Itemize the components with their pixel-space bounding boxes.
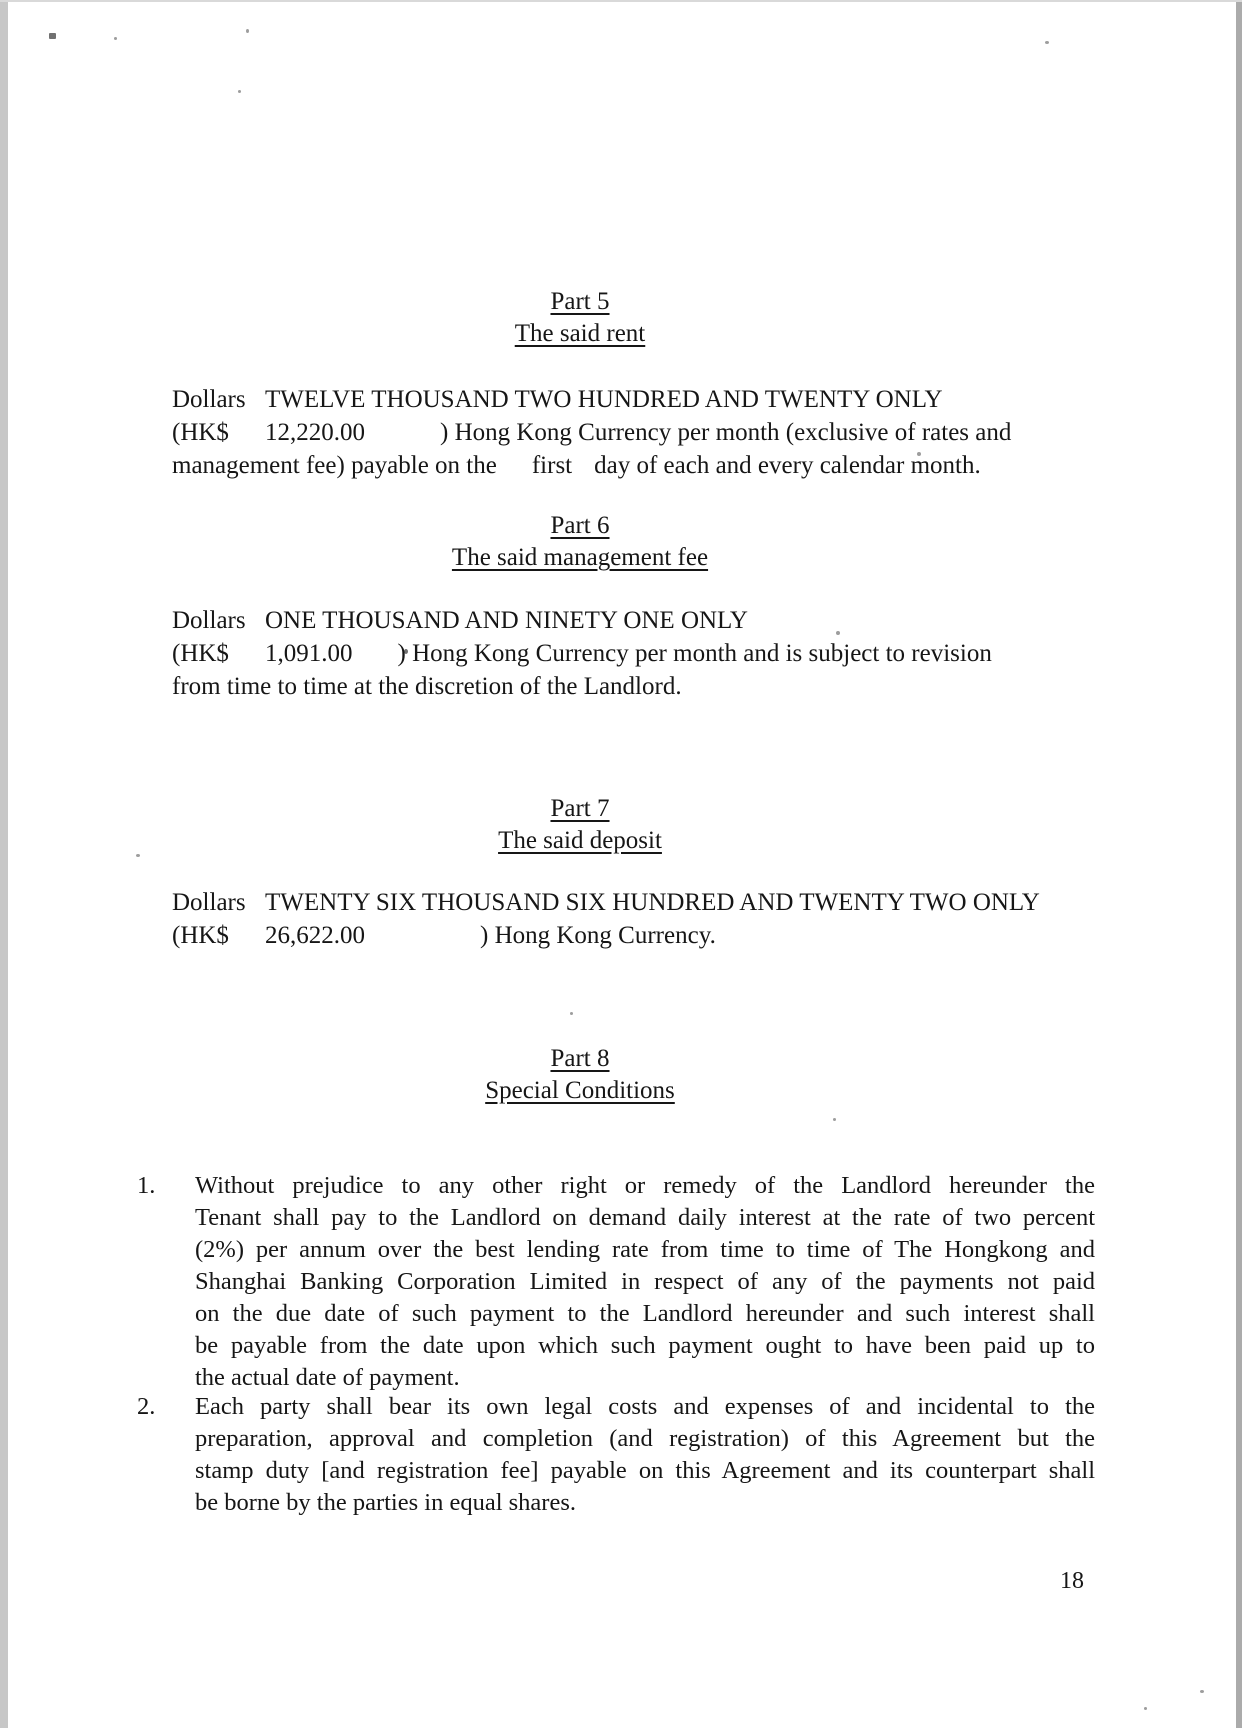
scan-speck [246, 29, 249, 33]
part6-after-amount: ) Hong Kong Currency per month and is subject to revision [397, 640, 992, 667]
condition-line: (2%) per annum over the best lending rate from time to time of The Hongkong and [195, 1236, 1095, 1263]
part7-amount-words: TWENTY SIX THOUSAND SIX HUNDRED AND TWENTY TWO ONLY [265, 889, 1040, 916]
part5-amount-words-line [172, 383, 1107, 416]
part7-after-amount: ) Hong Kong Currency. [480, 922, 716, 949]
part7-body [172, 886, 1107, 952]
scan-speck [238, 90, 241, 93]
part6-title: Part 6 [550, 512, 610, 539]
scan-border-right [1236, 0, 1242, 1728]
scan-speck [1045, 41, 1049, 44]
part6-amount-words-line [172, 604, 1107, 637]
blank-gap [353, 660, 398, 661]
part6-amount-figures-line [172, 637, 1107, 670]
condition-line: Each party shall bear its own legal costs and expenses of and incidental to the [195, 1393, 1095, 1420]
scan-speck [1200, 1690, 1204, 1693]
special-condition-item [137, 1170, 1097, 1394]
hk-dollar-prefix: (HK$ [172, 922, 229, 949]
condition-line: Shanghai Banking Corporation Limited in respect of any of the payments not paid [195, 1268, 1095, 1295]
condition-line: be payable from the date upon which such payment ought to have been paid up to [195, 1332, 1095, 1359]
condition-line: the actual date of payment. [195, 1364, 460, 1391]
part5-cont-pre: management fee) payable on the [172, 452, 497, 479]
page-number: 18 [1060, 1568, 1084, 1594]
scan-border-left [0, 0, 8, 1728]
condition-line: be borne by the parties in equal shares. [195, 1489, 576, 1516]
scan-speck [49, 33, 56, 39]
part7-amount-words-line [172, 886, 1107, 919]
part6-continuation-line: from time to time at the discretion of the Landlord. [172, 673, 682, 700]
blank-gap [572, 472, 594, 473]
part7-heading [160, 793, 1000, 857]
condition-line: Tenant shall pay to the Landlord on demand daily interest at the rate of two percent [195, 1204, 1095, 1231]
part5-cont-post: day of each and every calendar month. [594, 452, 981, 479]
part5-after-amount: ) Hong Kong Currency per month (exclusive of rates and [440, 419, 1012, 446]
condition-line: preparation, approval and completion (and registration) of this Agreement but the [195, 1425, 1095, 1452]
hk-dollar-prefix: (HK$ [172, 640, 229, 667]
condition-number: 2. [137, 1393, 156, 1420]
dollars-label: Dollars [172, 386, 246, 413]
blank-gap [365, 439, 440, 440]
part6-body [172, 604, 1107, 703]
special-condition-item [137, 1391, 1097, 1519]
part7-amount-figures-line [172, 919, 1107, 952]
part5-title: Part 5 [550, 288, 610, 315]
part7-subtitle: The said deposit [498, 827, 662, 854]
condition-text [195, 1391, 1095, 1519]
hk-dollar-prefix: (HK$ [172, 419, 229, 446]
dollars-label: Dollars [172, 607, 246, 634]
dollars-label: Dollars [172, 889, 246, 916]
scan-speck [833, 1118, 836, 1121]
scan-speck [114, 37, 117, 40]
part5-amount-words: TWELVE THOUSAND TWO HUNDRED AND TWENTY ONLY [265, 386, 943, 413]
scan-border-top [0, 0, 1242, 2]
part5-body [172, 383, 1107, 482]
part6-amount-words: ONE THOUSAND AND NINETY ONE ONLY [265, 607, 748, 634]
part5-subtitle: The said rent [514, 320, 646, 347]
part5-heading [160, 286, 1000, 350]
condition-line: stamp duty [and registration fee] payable on this Agreement and its counterpart shall [195, 1457, 1095, 1484]
part6-heading [160, 510, 1000, 574]
part6-amount-figures: 1,091.00 [265, 640, 353, 667]
part5-amount-figures-line [172, 416, 1107, 449]
part5-continuation-line [172, 449, 1107, 482]
condition-line: on the due date of such payment to the Landlord hereunder and such interest shall [195, 1300, 1095, 1327]
part7-title: Part 7 [550, 795, 610, 822]
blank-gap [365, 942, 480, 943]
part8-subtitle: Special Conditions [485, 1077, 675, 1104]
part7-amount-figures: 26,622.00 [265, 922, 365, 949]
condition-number: 1. [137, 1172, 156, 1199]
scan-speck [136, 854, 140, 857]
part6-subtitle: The said management fee [451, 544, 709, 571]
part5-amount-figures: 12,220.00 [265, 419, 365, 446]
blank-gap [497, 472, 532, 473]
part8-title: Part 8 [550, 1045, 610, 1072]
condition-text [195, 1170, 1095, 1394]
scan-speck [1144, 1707, 1147, 1710]
part8-heading [160, 1043, 1000, 1107]
part5-payment-day: first [531, 452, 573, 479]
scan-speck [570, 1012, 573, 1015]
condition-line: Without prejudice to any other right or remedy of the Landlord hereunder the [195, 1172, 1095, 1199]
